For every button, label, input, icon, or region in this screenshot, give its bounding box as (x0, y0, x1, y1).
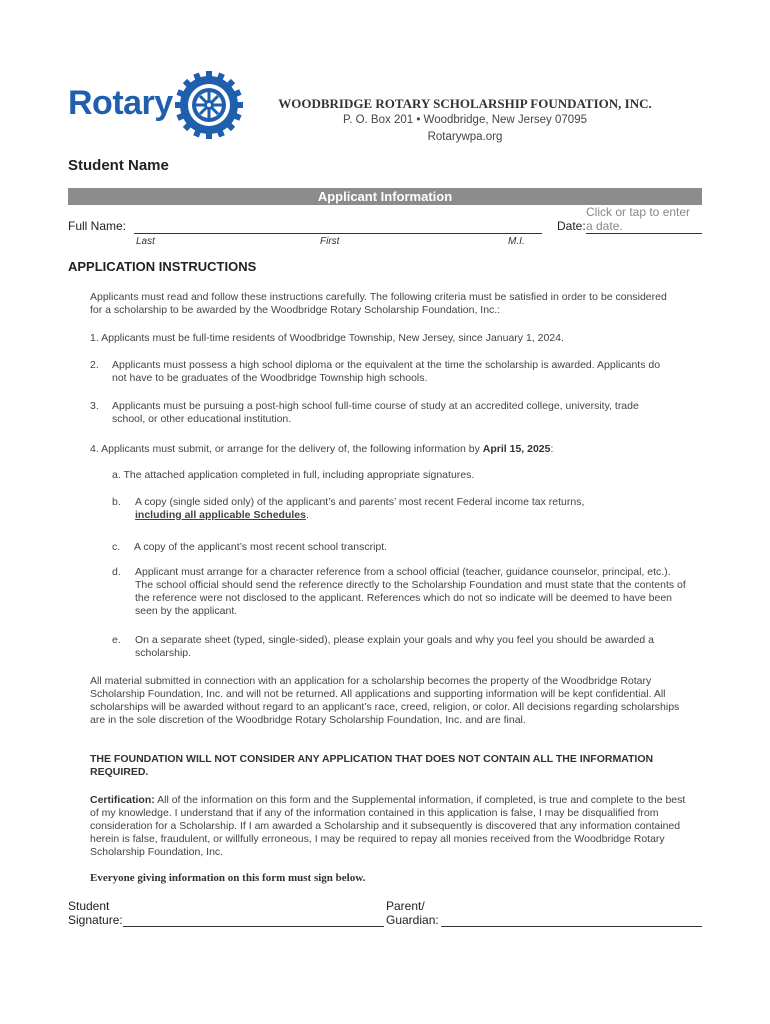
deadline-date: April 15, 2025 (482, 443, 551, 455)
student-signature-label-1: Student (68, 899, 110, 913)
certification (90, 794, 686, 859)
applicant-info-bar: Applicant Information (68, 188, 702, 205)
criterion-4-prefix: 4. Applicants must submit, or arrange for the delivery of, the following information by (90, 443, 483, 455)
date-field[interactable] (586, 233, 702, 234)
criterion-2: Applicants must possess a high school diploma or the equivalent at the time the scholarship is awarded. Applicants do not have to be graduates of the Woodbridge Township high schools. (112, 359, 661, 384)
student-signature-field[interactable] (123, 926, 384, 927)
criterion-4 (90, 443, 680, 456)
requirement-c-letter: c. (112, 541, 121, 553)
org-address: P. O. Box 201 • Woodbridge, New Jersey 07095 (343, 114, 587, 126)
rotary-logo-text: Rotary (68, 84, 173, 122)
last-name-caption: Last (136, 236, 155, 247)
first-name-caption: First (320, 236, 340, 247)
sign-instruction: Everyone giving information on this form must sign below. (90, 872, 366, 884)
criterion-3-number: 3. (90, 400, 99, 412)
certification-label: Certification: (90, 794, 155, 806)
full-name-label: Full Name: (68, 219, 127, 233)
org-website: Rotarywpa.org (427, 131, 503, 143)
date-placeholder-line2[interactable]: a date. (586, 219, 623, 233)
requirement-a: a. The attached application completed in full, including appropriate signatures. (112, 469, 475, 481)
date-label: Date: (557, 219, 586, 233)
requirement-d: Applicant must arrange for a character reference from a school official (teacher, guidance counselor, principal, etc.). The school official should send the reference directly to the Scholarship Foundation and must state that the contents of the reference were not disclosed to the applicant. References which do not so indicate will be deemed to have been seen by the applicant. (135, 566, 686, 617)
criterion-4-suffix: : (550, 443, 554, 455)
rotary-wheel-icon (174, 70, 244, 140)
middle-initial-caption: M.I. (508, 236, 525, 247)
requirement-b-letter: b. (112, 496, 121, 508)
instructions-intro: Applicants must read and follow these instructions carefully. The following criteria must be satisfied in order to be considered for a scholarship to be awarded by the Woodbridge Rotary Scholarship Foundation, Inc.: (90, 291, 667, 316)
requirement-b-underlined: including all applicable Schedules (135, 509, 306, 521)
requirement-c: A copy of the applicant’s most recent school transcript. (134, 541, 388, 553)
requirement-b-text: A copy (single sided only) of the applicant’s and parents’ most recent Federal income tax returns, (135, 496, 585, 508)
parent-signature-field[interactable] (441, 926, 702, 927)
property-notice: All material submitted in connection with an application for a scholarship becomes the property of the Woodbridge Rotary Scholarship Foundation, Inc. and will not be returned. All applications and supporting information will be kept confidential. All scholarships will be awarded without regard to an applicant’s race, creed, religion, or color. All decisions regarding scholarships are in the sole discretion of the Woodbridge Rotary Scholarship Foundation, Inc. and are final. (90, 675, 680, 726)
student-signature-label-2: Signature: (68, 913, 123, 927)
parent-signature-label-1: Parent/ (386, 899, 425, 913)
requirement-b (135, 496, 675, 522)
full-name-field[interactable] (134, 233, 542, 234)
requirement-e: On a separate sheet (typed, single-sided), please explain your goals and why you feel you should be awarded a scholarship. (135, 634, 654, 659)
criterion-2-number: 2. (90, 359, 99, 371)
org-name: WOODBRIDGE ROTARY SCHOLARSHIP FOUNDATION, INC. (278, 96, 652, 111)
date-placeholder-line1[interactable]: Click or tap to enter (586, 205, 691, 219)
student-name-title: Student Name (68, 157, 169, 174)
criterion-1: 1. Applicants must be full-time residents of Woodbridge Township, New Jersey, since January 1, 2024. (90, 332, 564, 344)
certification-text: All of the information on this form and the Supplemental information, if completed, is true and complete to the best of my knowledge. I understand that if any of the information contained in this application is false, I may be disqualified from consideration for a Scholarship. If I am awarded a Scholarship and it subsequently is discovered that any information contained herein is false, fraudulent, or willfully erroneous, I may be required to repay all monies received from the Woodbridge Rotary Scholarship Foundation, Inc. (90, 794, 686, 858)
parent-signature-label-2: Guardian: (386, 913, 439, 927)
requirement-d-letter: d. (112, 566, 121, 578)
criterion-3: Applicants must be pursuing a post-high school full-time course of study at an accredited college, university, trade school, or other educational institution. (112, 400, 639, 425)
requirement-b-end: . (305, 509, 309, 521)
completeness-notice: THE FOUNDATION WILL NOT CONSIDER ANY APPLICATION THAT DOES NOT CONTAIN ALL THE INFORMATION REQUIRED. (90, 753, 654, 778)
instructions-heading: APPLICATION INSTRUCTIONS (68, 259, 257, 274)
requirement-e-letter: e. (112, 634, 121, 646)
